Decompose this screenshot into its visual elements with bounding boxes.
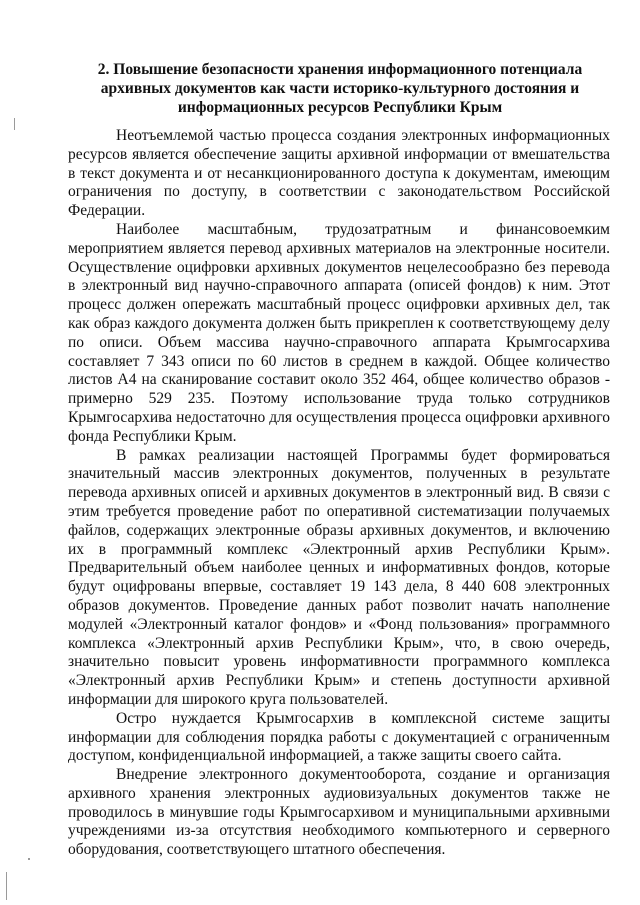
- section-heading: [60, 60, 620, 117]
- paragraph-document-workflow: Внедрение электронного документооборота, создание и организация архивного хранения электронных аудиовизуальных документов также не проводилось в минувшие годы Крымгосархивом и муниципальными архивными учреждениями из-за отсутствия необходимого компьютерного и серверного оборудования, соответствующего штатного обеспечения.: [68, 766, 610, 859]
- paragraph-digitization-scope: Наиболее масштабным, трудозатратным и финансовоемким мероприятием является перевод архивных материалов на электронные носители. Осуществление оцифровки архивных документов нецелесообразно без перевода в электронный вид научно-справочного аппарата (описей фондов) к ним. Этот процесс должен опережать масштабный процесс оцифровки архивных дел, так как образ каждого документа должен быть прикреплен к соответствующему делу по описи. Объем массива научно-справочного аппарата Крымгосархива составляет 7 343 описи по 60 листов в среднем в каждой. Общее количество листов А4 на сканирование составит около 352 464, общее количество образов - примерно 529 235. Поэтому использование труда только сотрудников Крымгосархива недостаточно для осуществления процесса оцифровки архивного фонда Республики Крым.: [68, 220, 610, 445]
- scan-artifact-left-top: [14, 118, 15, 130]
- section-heading-line-2: архивных документов как части историко-культурного достояния и: [100, 80, 580, 97]
- scan-artifact-left-bottom: [28, 858, 30, 860]
- paragraph-electronic-archive: В рамках реализации настоящей Программы будет формироваться значительный массив электронных документов, полученных в результате перевода архивных описей и архивных документов в электронный вид. В связи с этим требуется проведение работ по оперативной систематизации получаемых файлов, содержащих электронные образы архивных документов, и включению их в программный комплекс «Электронный архив Республики Крым». Предварительный объем наиболее ценных и информативных фондов, которые будут оцифрованы впервые, составляет 19 143 дела, 8 440 608 электронных образов документов. Проведение данных работ позволит начать наполнение модулей «Электронный каталог фондов» и «Фонд пользования» программного комплекса «Электронный архив Республики Крым», что, в свою очередь, значительно повысит уровень информативности программного комплекса «Электронный архив Республики Крым» и степень доступности архивной информации для широкого круга пользователей.: [68, 446, 610, 708]
- paragraph-data-protection: Неотъемлемой частью процесса создания электронных информационных ресурсов является обеспечение защиты архивной информации от вмешательства в текст документа и от несанкционированного доступа к документам, имеющим ограничения по доступу, в соответствии с законодательством Российской Федерации.: [68, 127, 610, 220]
- scan-artifact-left-edge: [6, 872, 7, 900]
- section-heading-line-3: информационных ресурсов Республики Крым: [177, 99, 503, 116]
- paragraph-security-system: Остро нуждается Крымгосархив в комплексной системе защиты информации для соблюдения порядка работы с документацией с ограниченным доступом, конфиденциальной информацией, а также защиты своего сайта.: [68, 709, 610, 765]
- section-heading-line-1: 2. Повышение безопасности хранения информационного потенциала: [97, 61, 583, 78]
- section-body: [68, 127, 610, 860]
